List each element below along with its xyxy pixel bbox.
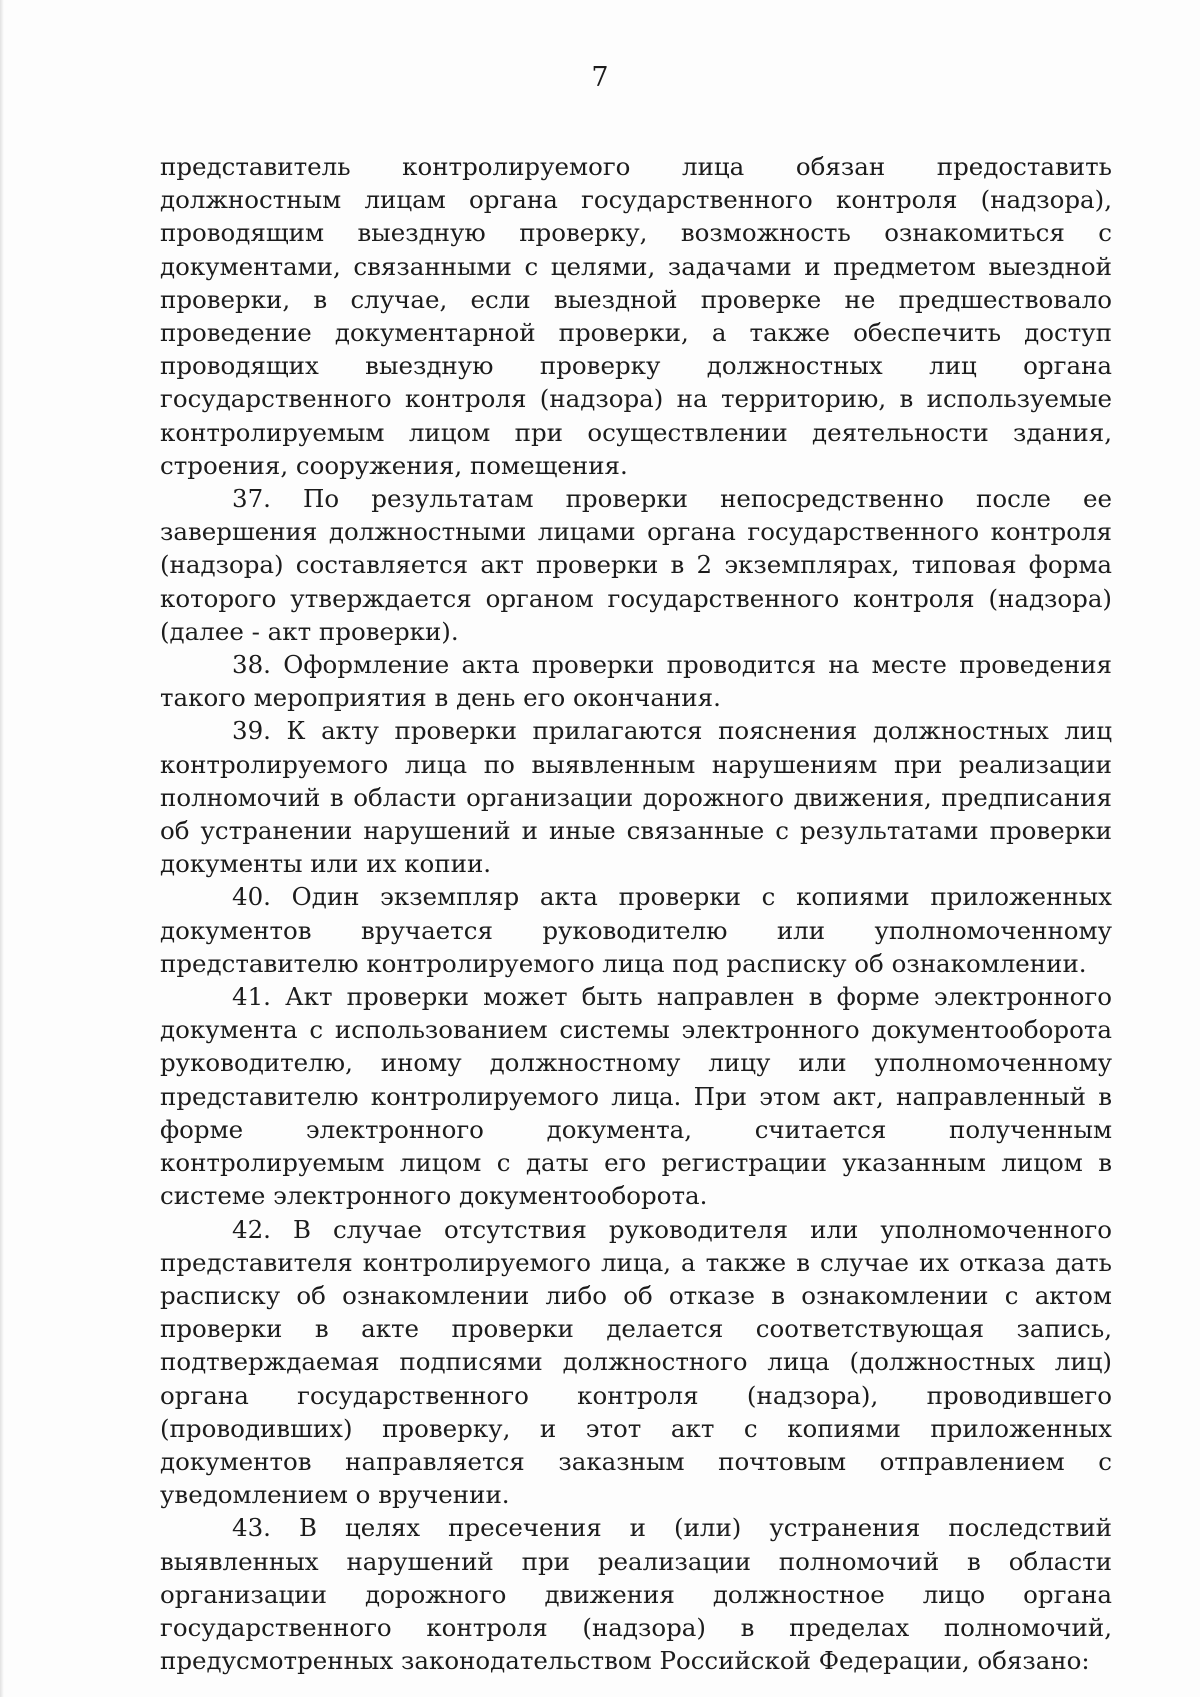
document-body <box>160 150 1112 1677</box>
paragraph-42: 42. В случае отсутствия руководителя или уполномоченного представителя контролируемого лица, а также в случае их отказа дать расписку об ознакомлении либо об отказе в ознакомлении с актом проверки в акте проверки делается соответствующая запись, подтверждаемая подписями должностного лица (должностных лиц) органа государственного контроля (надзора), проводившего (проводивших) проверку, и этот акт с копиями приложенных документов направляется заказным почтовым отправлением с уведомлением о вручении. <box>160 1214 1112 1510</box>
paragraph-38: 38. Оформление акта проверки проводится на месте проведения такого мероприятия в день его окончания. <box>160 650 1112 713</box>
paragraph-41: 41. Акт проверки может быть направлен в форме электронного документа с использованием системы электронного документооборота руководителю, иному должностному лицу или уполномоченному представителю контролируемого лица. При этом акт, направленный в форме электронного документа, считается полученным контролируемым лицом с даты его регистрации указанным лицом в системе электронного документооборота. <box>160 982 1112 1211</box>
page-number: 7 <box>591 62 609 93</box>
paragraph-continuation: представитель контролируемого лица обязан предоставить должностным лицам органа государственного контроля (надзора), проводящим выездную проверку, возможность ознакомиться с документами, связанными с целями, задачами и предметом выездной проверки, в случае, если выездной проверке не предшествовало проведение документарной проверки, а также обеспечить доступ проводящих выездную проверку должностных лиц органа государственного контроля (надзора) на территорию, в используемые контролируемым лицом при осуществлении деятельности здания, строения, сооружения, помещения. <box>160 152 1112 480</box>
paragraph-37: 37. По результатам проверки непосредственно после ее завершения должностными лицами органа государственного контроля (надзора) составляется акт проверки в 2 экземплярах, типовая форма которого утверждается органом государственного контроля (надзора) (далее - акт проверки). <box>160 484 1112 646</box>
paragraph-43: 43. В целях пресечения и (или) устранения последствий выявленных нарушений при реализации полномочий в области организации дорожного движения должностное лицо органа государственного контроля (надзора) в пределах полномочий, предусмотренных законодательством Российской Федерации, обязано: <box>160 1513 1112 1676</box>
paragraph-40: 40. Один экземпляр акта проверки с копиями приложенных документов вручается руководителю или уполномоченному представителю контролируемого лица под расписку об ознакомлении. <box>160 882 1112 978</box>
paragraph-39: 39. К акту проверки прилагаются пояснения должностных лиц контролируемого лица по выявленным нарушениям при реализации полномочий в области организации дорожного движения, предписания об устранении нарушений и иные связанные с результатами проверки документы или их копии. <box>160 716 1112 879</box>
scan-edge-shadow <box>0 0 4 1697</box>
